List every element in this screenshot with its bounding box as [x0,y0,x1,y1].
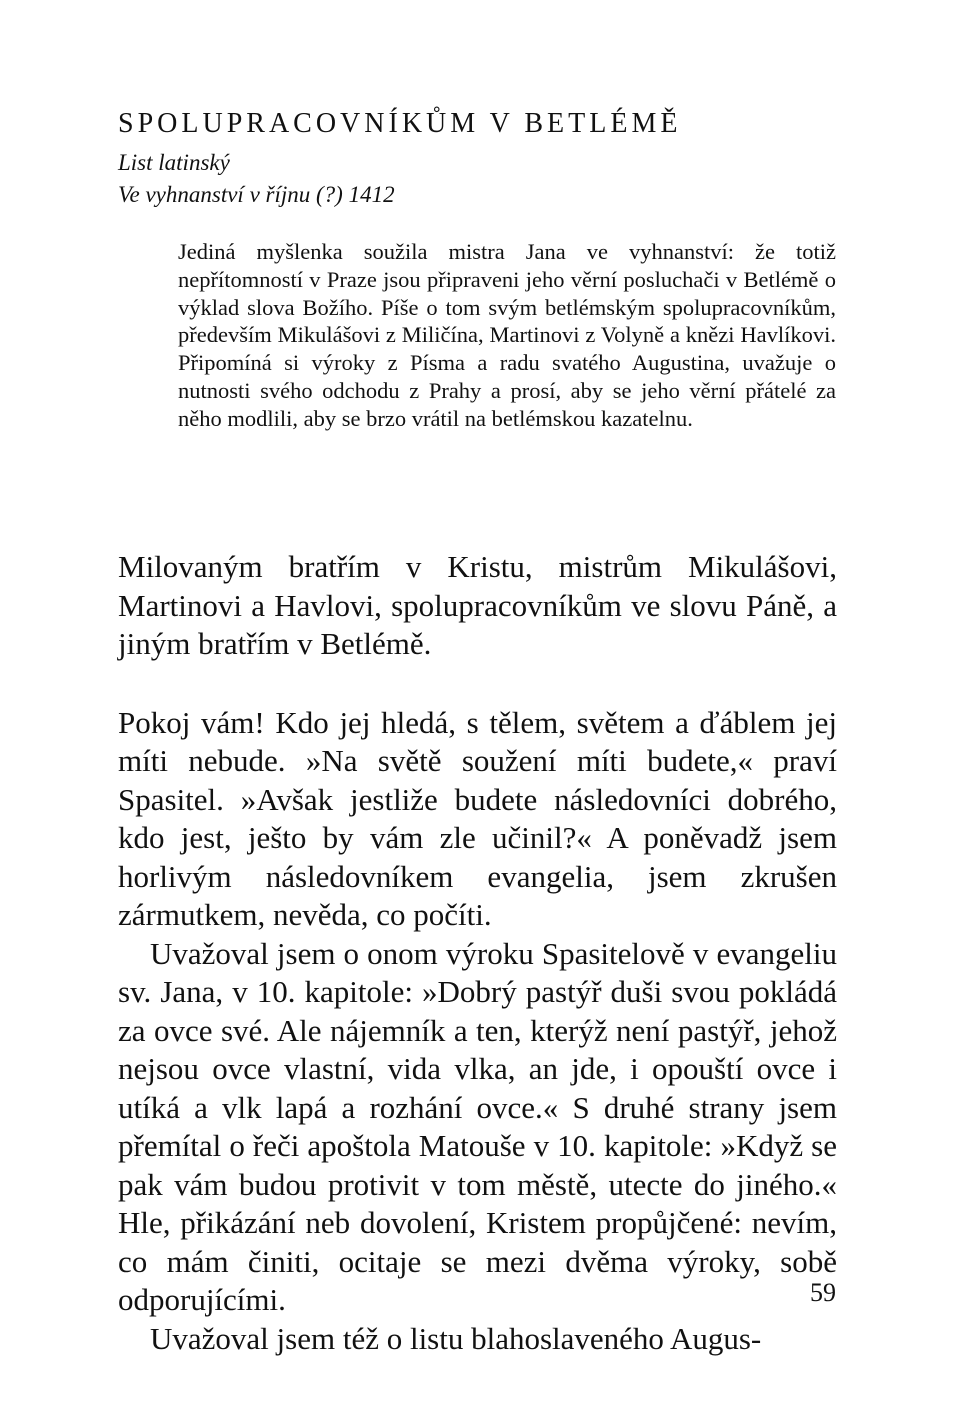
address-paragraph: Milovaným bratřím v Kristu, mistrům Mikulášovi, Martinovi a Havlovi, spolupracovníkům ve slovu Páně, a jiným bratřím v Betlémě. [118,549,837,661]
date-line: Ve vyhnanství v říjnu (?) 1412 [118,182,395,207]
body-paragraph: Pokoj vám! Kdo jej hledá, s tělem, světem a ďáblem jej míti nebude. »Na světě soužení míti budete,« praví Spasitel. »Avšak jestliže budete následovníci dobrého, kdo jest, ješto by vám zle učinil?« A poněvadž jsem horlivým následovníkem evangelia, jsem zkrušen zármutkem, nevěda, co počíti. [118,704,837,932]
letter-body [118,548,837,1358]
body-paragraph: Uvažoval jsem o onom výroku Spasitelově v evangeliu sv. Jana, v 10. kapitole: »Dobrý pastýř duši svou pokládá za ovce své. Ale nájemník a ten, kterýž není pastýř, jehož nejsou ovce vlastní, vida vlka, an jde, i opouští ovce i utíká a vlk lapá a rozhání ovce.« S druhé strany jsem přemítal o řeči apoštola Matouše v 10. kapitole: »Když se pak vám budou protivit v tom městě, utecte do jiného.« Hle, přikázání neb dovolení, Kristem propůjčené: nevím, co mám činiti, ocitaje se mezi dvěma výroky, sobě odporujícími. [118,935,837,1317]
page-number: 59 [810,1278,836,1307]
summary-paragraph: Jediná myšlenka soužila mistra Jana ve vyhnanství: že totiž nepřítomností v Praze jsou připraveni jeho věrní posluchači v Betlémě o výklad slova Božího. Píše o tom svým betlémským spolupracovníkům, především Mikulášovi z Miličína, Martinovi z Volyně a knězi Havlíkovi. Připomíná si výroky z Písma a radu svatého Augustina, uvažuje o nutnosti svého odchodu z Prahy a prosí, aby se jeho věrní přátelé za něho modlili, aby se brzo vrátil na betlémskou kazatelnu. [178,239,836,431]
letter-heading: SPOLUPRACOVNÍKŮM V BETLÉMĚ [118,108,682,139]
body-paragraph: Uvažoval jsem též o listu blahoslaveného Augus- [150,1320,762,1356]
letter-type: List latinský [118,150,230,175]
